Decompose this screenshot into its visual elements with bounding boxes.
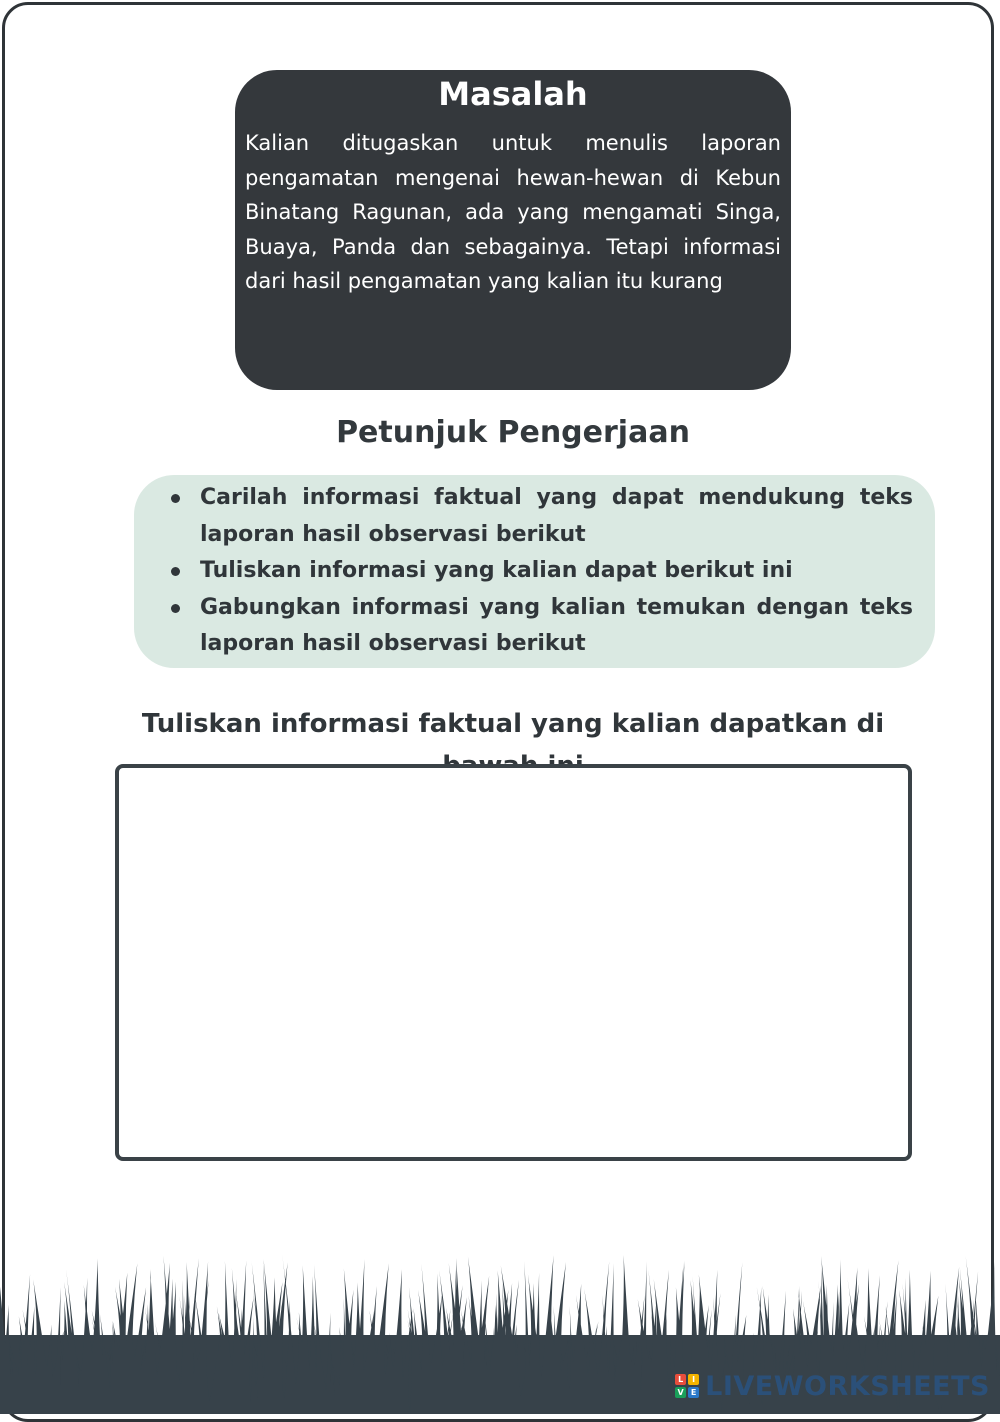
- logo-cell: I: [688, 1374, 699, 1385]
- liveworksheets-logo-icon: [675, 1374, 699, 1398]
- problem-text: Kalian ditugaskan untuk menulis laporan pengamatan mengenai hewan-hewan di Kebun Binatang Ragunan, ada yang mengamati Singa, Buaya, Panda dan sebagainya. Tetapi informasi dari hasil pengamatan yang kalian itu kurang: [245, 131, 781, 293]
- liveworksheets-watermark: [675, 1366, 990, 1406]
- problem-title: Masalah: [438, 75, 588, 113]
- answer-prompt: Tuliskan informasi faktual yang kalian dapatkan di: [141, 709, 885, 739]
- instruction-step: Carilah informasi faktual yang dapat mendukung teks laporan hasil observasi berikut: [200, 480, 913, 553]
- logo-cell: E: [688, 1387, 699, 1398]
- instruction-step: Tuliskan informasi yang kalian dapat berikut ini: [200, 553, 913, 590]
- watermark-text: LIVEWORKSHEETS: [705, 1370, 990, 1402]
- answer-textbox[interactable]: [115, 764, 912, 1161]
- logo-cell: V: [675, 1387, 686, 1398]
- instructions-title: Petunjuk Pengerjaan: [336, 415, 690, 450]
- instruction-step: Gabungkan informasi yang kalian temukan dengan teks laporan hasil observasi berikut: [200, 590, 913, 663]
- problem-box: [235, 70, 791, 390]
- logo-cell: L: [675, 1374, 686, 1385]
- instructions-box: [134, 475, 935, 668]
- instructions-list: [200, 480, 913, 663]
